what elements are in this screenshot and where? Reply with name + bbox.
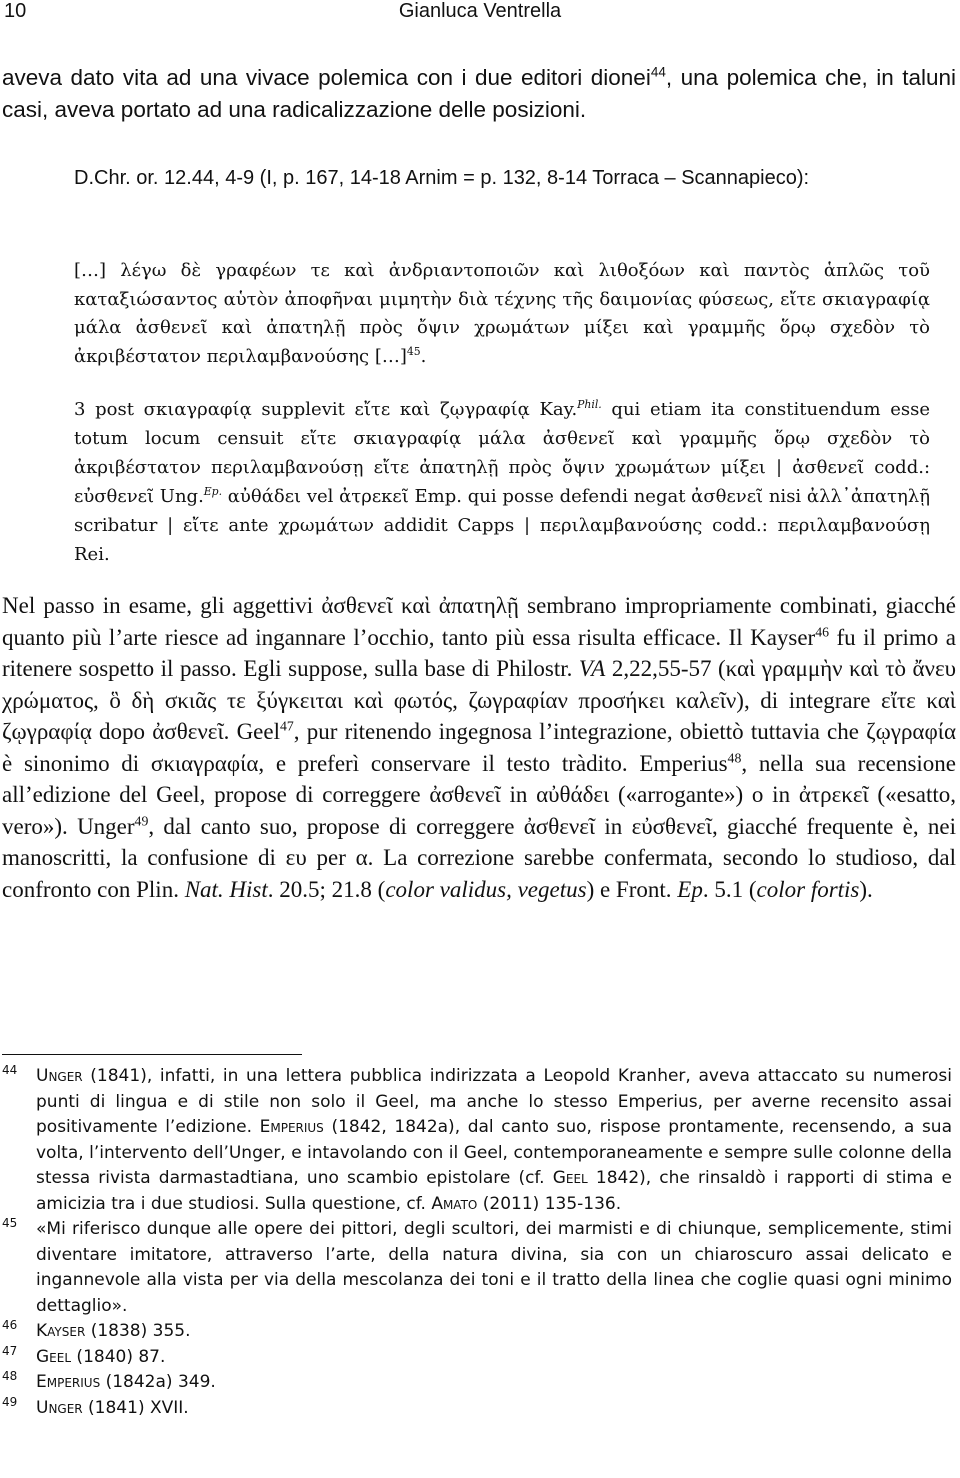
body-text: . 5.1 (	[702, 876, 757, 902]
latin-phrase: color validus, vegetus	[385, 876, 587, 902]
footnote-number: 48	[2, 1369, 18, 1383]
latin-phrase: color fortis	[756, 876, 860, 902]
footnote-ref-47[interactable]: 47	[280, 718, 294, 734]
running-header	[0, 0, 960, 28]
greek-quotation	[74, 257, 930, 371]
footnote-number: 46	[2, 1318, 18, 1332]
body-paragraph	[2, 590, 956, 905]
running-head-author: Gianluca Ventrella	[398, 0, 562, 22]
apparatus-text-1: 3 post σκιαγραφίᾳ supplevit εἴτε καὶ ζῳγραφίᾳ Kay.	[74, 399, 578, 420]
footnote-text: (1842a) 349.	[100, 1372, 216, 1392]
apparatus-text-5: εἴτε ante χρωμάτων addidit Capps	[173, 515, 525, 536]
footnote-ref-48[interactable]: 48	[727, 749, 742, 765]
body-text: . 20.5; 21.8 (	[267, 876, 386, 902]
critical-apparatus	[74, 395, 930, 569]
footnote-ref-49[interactable]: 49	[134, 812, 149, 828]
lead-text-1: aveva dato vita ad una vivace polemica con i due editori dionei	[2, 65, 651, 90]
author-name: Unger	[36, 1397, 83, 1418]
footnote-number: 47	[2, 1343, 18, 1358]
footnote-text: (1841), infatti, in una lettera pubblica indirizzata a Leopold Kranher, aveva attaccato su numerosi punti di lingua e di stile non solo il Geel, ma anche lo stesso Emperius, per averne recensito assai positivamente l’edizione.	[36, 1066, 952, 1137]
author-name: Unger	[36, 1066, 83, 1086]
footnote-separator	[2, 1054, 302, 1055]
footnote-44	[0, 1064, 952, 1217]
apparatus-separator: |	[776, 457, 783, 478]
apparatus-text-2: qui etiam ita constituendum esse totum locum censuit εἴτε σκιαγραφίᾳ μάλα ἀσθενεῖ καὶ γραμμῆς ὅρῳ σχεδὸν τὸ ἀκριβέστατον περιλαμβανούσῃ εἴτε ἀπατηλῇ πρὸς ὄψιν χρωμάτων μίξει	[74, 399, 930, 478]
author-name: Amato	[431, 1193, 478, 1214]
apparatus-text-6: περιλαμβανούσης codd.: περιλαμβανούσῃ Rei.	[74, 515, 930, 565]
footnote-46	[0, 1319, 952, 1345]
body-text: ).	[859, 876, 873, 902]
footnote-ref-46[interactable]: 46	[815, 623, 830, 639]
body-text: fu il primo a ritenere sospetto il passo. Egli suppose, sulla base di Philostr.	[2, 624, 956, 681]
author-name: Geel	[552, 1168, 588, 1188]
footnote-45	[0, 1217, 952, 1319]
footnote-text: (2011) 135-136.	[477, 1193, 622, 1214]
body-text: ) e Front.	[586, 876, 678, 902]
footnote-number: 44	[2, 1063, 18, 1077]
apparatus-separator: |	[167, 515, 174, 536]
body-text: , dal canto suo, propose di correggere ἀσθενεῖ in εὐσθενεῖ, giacché frequente è, nei manoscritti, la confusione di ευ per α. La correzione sarebbe confermata, secondo lo studioso, dal confronto con Plin.	[2, 813, 956, 902]
author-name: Emperius	[36, 1372, 101, 1392]
page-number: 10	[4, 0, 27, 22]
body-text: , pur ritenendo ingegnosa l’integrazione, obiettò tuttavia che ζῳγραφία è sinonimo di σκιαγραφία, e preferì conservare il testo tràdito. Emperius	[2, 719, 956, 776]
body-text: Nel passo in esame, gli aggettivi ἀσθενεῖ καὶ ἀπατηλῇ sembrano impropriamente combinati, giacché quanto più l’arte riesce ad ingannare l’occhio, tanto più essa risulta efficace. Il Kayser	[2, 593, 956, 650]
footnote-47	[0, 1345, 952, 1371]
body-text: 2,22,55-57 (καὶ γραμμὴν καὶ τὸ ἄνευ χρώματος, ὃ δὴ σκιᾶς τε ξύγκειται καὶ φωτός, ζωγραφίαν προσήκει καλεῖν), di integrare εἴτε καὶ ζῳγραφίᾳ dopo ἀσθενεῖ. Geel	[2, 656, 956, 744]
footnote-text: (1840) 87.	[71, 1346, 166, 1367]
greek-quotation-text: […] λέγω δὲ γραφέων τε καὶ ἀνδριαντοποιῶν καὶ λιθοξόων καὶ παντὸς ἁπλῶς τοῦ καταξιώσαντος αὑτὸν ἀποφῆναι μιμητὴν διὰ τέχνης τῆς δαιμονίας φύσεως, εἴτε σκιαγραφίᾳ μάλα ἀσθενεῖ καὶ ἀπατηλῇ πρὸς ὄψιν χρωμάτων μίξει καὶ γραμμῆς ὅρῳ σχεδὸν τὸ ἀκριβέστατον περιλαμβανούσης […]	[74, 260, 930, 367]
apparatus-sup-phil: Phil.	[577, 398, 602, 411]
footnote-ref-45[interactable]: 45	[406, 344, 421, 358]
footnote-49	[0, 1396, 952, 1422]
work-title-va: VA	[578, 656, 606, 681]
lead-paragraph	[2, 62, 956, 126]
footnotes	[0, 1064, 952, 1421]
apparatus-separator: |	[524, 515, 531, 536]
footnote-number: 49	[2, 1394, 18, 1409]
footnote-ref-44[interactable]: 44	[650, 64, 666, 80]
footnote-number: 45	[2, 1216, 18, 1230]
greek-quotation-end: .	[420, 345, 427, 367]
citation-reference: D.Chr. or. 12.44, 4-9 (I, p. 167, 14-18 Arnim = p. 132, 8-14 Torraca – Scannapieco):	[74, 167, 810, 189]
footnote-text: 1842), che rinsaldò i rapporti di stima e amicizia tra i due studiosi. Sulla questione, cf.	[36, 1168, 952, 1214]
footnote-text: (1842, 1842a), dal canto suo, rispose prontamente, recensendo, a sua volta, l’intervento dell’Unger, e intavolando con il Geel, contemporaneamente e sempre sulle colonne della stessa rivista darmastadtiana, uno scambio epistolare (cf.	[36, 1117, 952, 1188]
footnote-48	[0, 1370, 952, 1396]
work-title-ep: Ep	[677, 876, 703, 902]
work-title-nat-hist: Nat. Hist	[184, 876, 268, 902]
footnote-text: (1841) XVII.	[82, 1397, 189, 1418]
apparatus-sup-ep: Ep.	[203, 485, 223, 498]
apparatus-text-4: αὐθάδει vel ἀτρεκεῖ Emp. qui posse defendi negat ἀσθενεῖ nisi ἀλλ᾽ἀπατηλῇ scribatur	[74, 486, 930, 536]
body-text: , nella sua recensione all’edizione del Geel, propose di correggere ἀσθενεῖ in αὐθάδει («arrogante») o in ἀτρεκεῖ («esatto, vero»). Unger	[2, 750, 956, 839]
author-name: Geel	[36, 1346, 72, 1367]
apparatus-text-3: ἀσθενεῖ codd.: εὐσθενεῖ Ung.	[74, 457, 931, 507]
lead-text-2: , una polemica che, in taluni casi, aveva portato ad una radicalizzazione delle posizioni.	[2, 65, 956, 122]
footnote-text: (1838) 355.	[85, 1321, 191, 1341]
author-name: Emperius	[259, 1117, 324, 1137]
footnote-text: «Mi riferisco dunque alle opere dei pittori, degli scultori, dei marmisti e di chiunque, semplicemente, stimi diventare imitatore, attraverso l’arte, della natura divina, sia con un chiaroscuro assai delicato e ingannevole alla vista per via della mescolanza dei toni e il tratto della linea che coglie quasi ogni minimo dettaglio».	[36, 1219, 952, 1316]
author-name: Kayser	[36, 1321, 86, 1341]
